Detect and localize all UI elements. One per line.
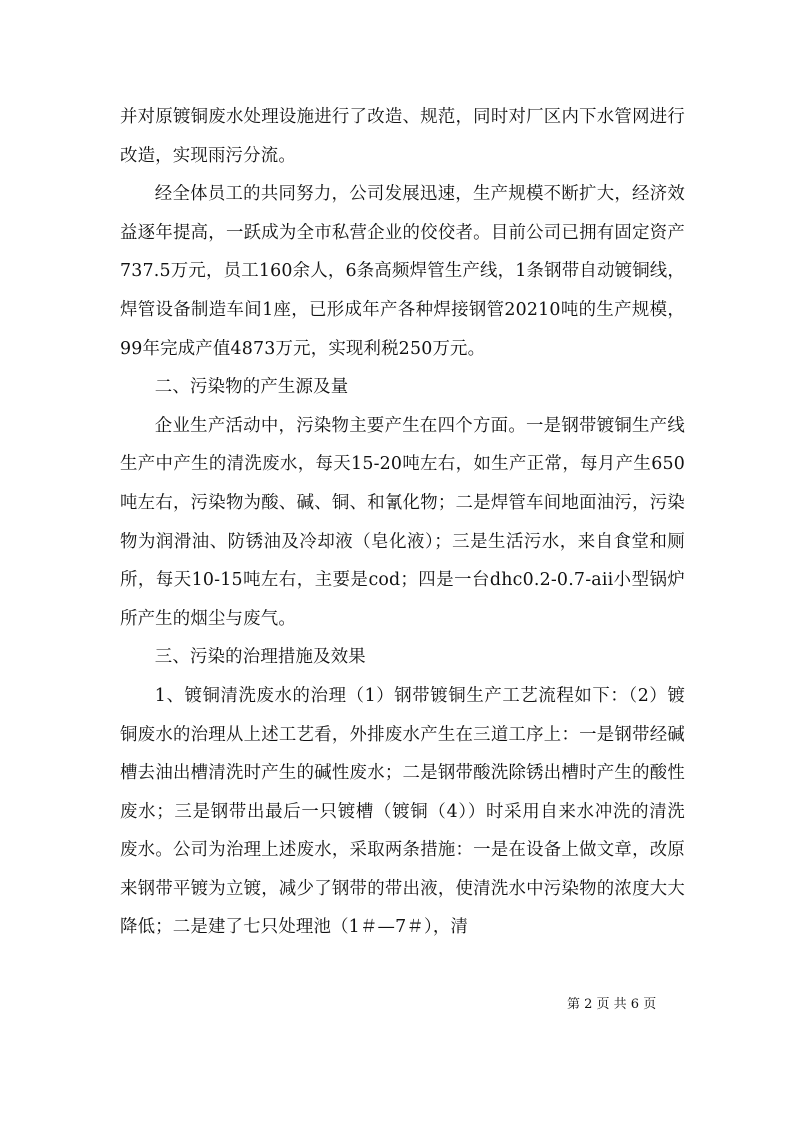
section-heading-treatment-measures: 三、污染的治理措施及效果 xyxy=(154,647,366,668)
section-heading-pollution-sources: 二、污染物的产生源及量 xyxy=(154,377,349,398)
page-number-footer: 第 2 页 共 6 页 xyxy=(567,997,657,1012)
paragraph-continuation: 并对原镀铜废水处理设施进行了改造、规范，同时对厂区内下水管网进行改造，实现雨污分流。 xyxy=(120,107,685,166)
paragraph-copper-wastewater-treatment: 1、镀铜清洗废水的治理（1）钢带镀铜生产工艺流程如下：（2）镀铜废水的治理从上述工艺看，外排废水产生在三道工序上：一是钢带经碱槽去油出槽清洗时产生的碱性废水；二是钢带酸洗除锈出槽时产生的酸性废水；三是钢带出最后一只镀槽（镀铜（4））时采用自来水冲洗的清洗废水。公司为治理上述废水，采取两条措施：一是在设备上做文章，改原来钢带平镀为立镀，减少了钢带的带出液，使清洗水中污染物的浓度大大降低；二是建了七只处理池（1＃—7＃），清 xyxy=(120,685,685,938)
document-body xyxy=(120,98,685,947)
paragraph-company-development: 经全体员工的共同努力，公司发展迅速，生产规模不断扩大，经济效益逐年提高，一跃成为全市私营企业的佼佼者。目前公司已拥有固定资产737.5万元，员工160余人，6条高频焊管生产线，1条钢带自动镀铜线，焊管设备制造车间1座，已形成年产各种焊接钢管20210吨的生产规模，99年完成产值4873万元，实现利税250万元。 xyxy=(120,184,685,359)
paragraph-pollution-sources: 企业生产活动中，污染物主要产生在四个方面。一是钢带镀铜生产线生产中产生的清洗废水，每天15-20吨左右，如生产正常，每月产生650吨左右，污染物为酸、碱、铜、和氰化物；二是焊管车间地面油污，污染物为润滑油、防锈油及冷却液（皂化液）；三是生活污水，来自食堂和厕所，每天10-15吨左右，主要是cod；四是一台dhc0.2-0.7-aii小型锅炉所产生的烟尘与废气。 xyxy=(120,415,685,629)
